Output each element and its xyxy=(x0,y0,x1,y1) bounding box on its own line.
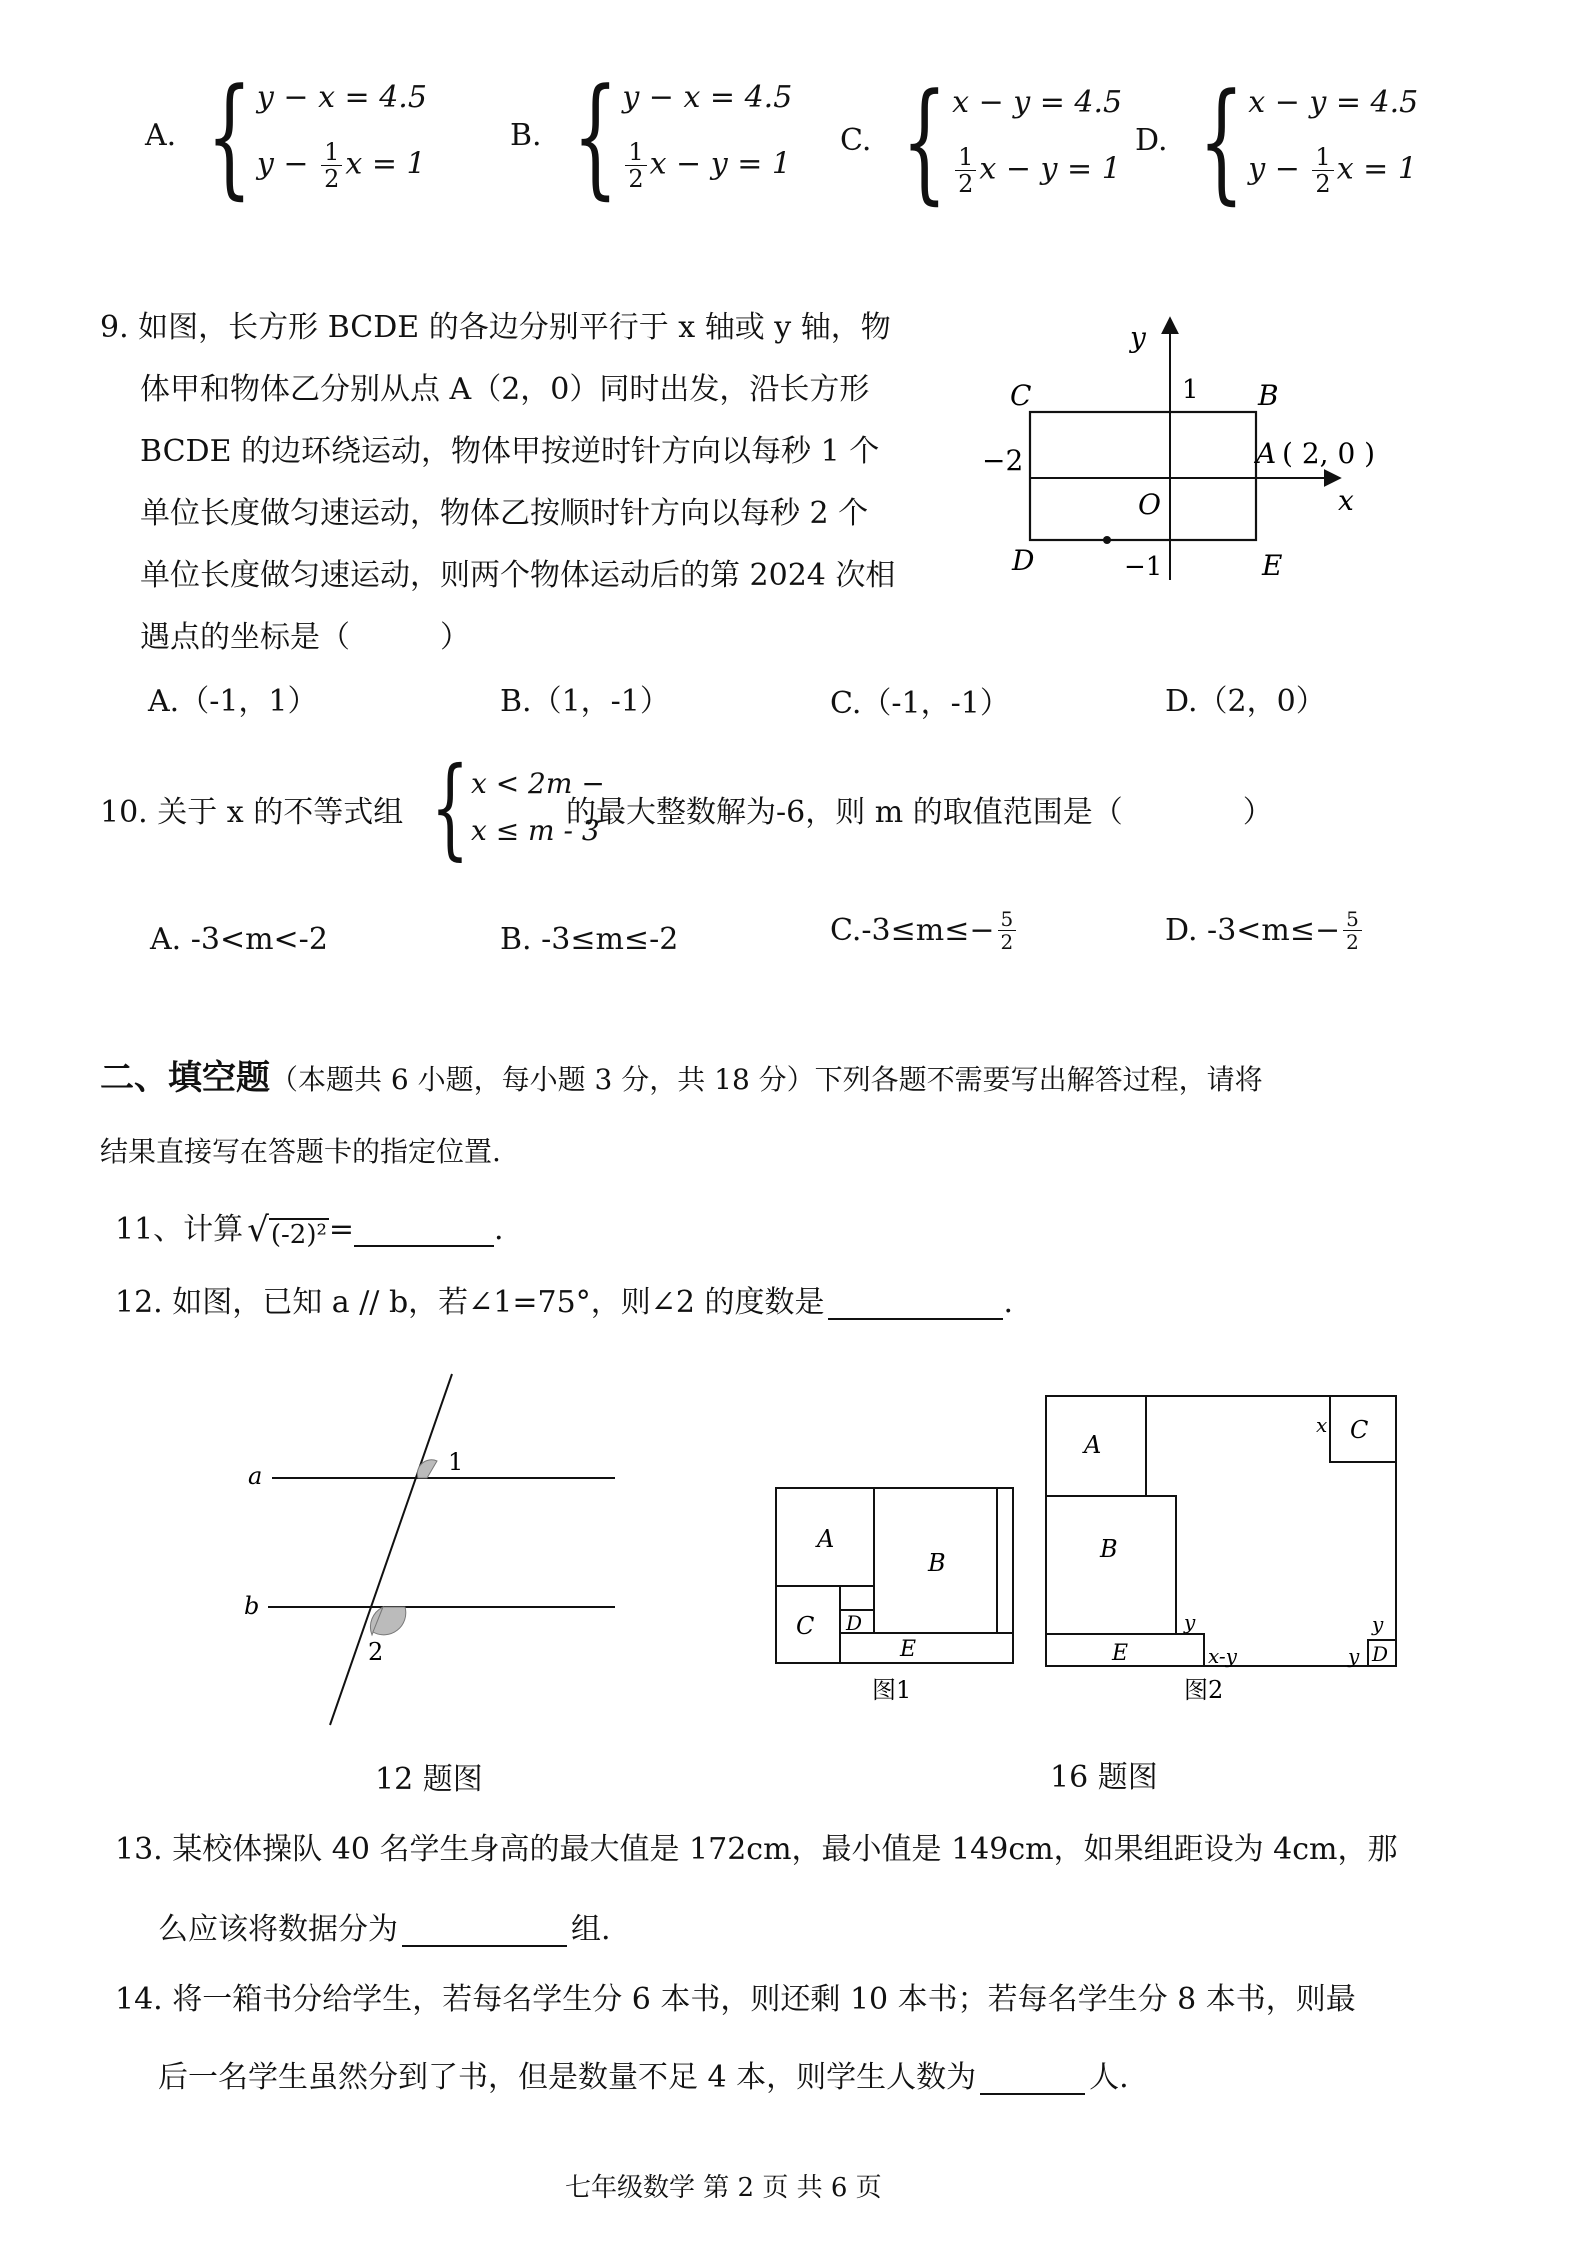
q10-suffix: 的最大整数解为-6，则 m 的取值范围是（ ） xyxy=(566,795,1273,830)
fig2-label-x: x xyxy=(1316,1413,1328,1437)
q13-answer-blank[interactable] xyxy=(402,1913,567,1947)
point-b-label: B xyxy=(1258,379,1279,412)
section-2-note: （本题共 6 小题，每小题 3 分，共 18 分）下列各题不需要写出解答过程，请将 xyxy=(270,1063,1263,1096)
point-a-coord: ( 2, 0 ) xyxy=(1282,437,1376,470)
q9-line-3: BCDE 的边环绕运动，物体甲按逆时针方向以每秒 1 个 xyxy=(140,434,880,469)
label-b: b xyxy=(244,1592,260,1620)
q10-option-d: D. -3<m≤− $\frac{5}{2}$ xyxy=(1165,908,1365,953)
q8-option-b: B. { y − x = 4.5 $\frac{1}{2}$ x − y = 1 xyxy=(510,60,793,212)
fig2-label-d: D xyxy=(1372,1642,1389,1666)
figure-12-caption: 12 题图 xyxy=(375,1762,483,1797)
fig1-label-e: E xyxy=(900,1637,917,1662)
fig1-label-d: D xyxy=(846,1611,863,1635)
question-11: 11、计算 √ (-2)² = . xyxy=(115,1210,504,1250)
q8-a-eq2: y − $\frac{1}{2}$ x = 1 xyxy=(256,138,426,193)
point-c-label: C xyxy=(1010,379,1032,412)
fig1-rect-e xyxy=(840,1633,1013,1663)
q9-option-a: A.（-1，1） xyxy=(148,684,318,719)
q10-ineq-1: x < 2m − xyxy=(471,767,605,800)
q9-line-5: 单位长度做匀速运动，则两个物体运动后的第 2024 次相 xyxy=(140,558,896,593)
sqrt-expression: √ (-2)² xyxy=(247,1210,327,1250)
tick-neg1-label: −1 xyxy=(1124,552,1163,582)
q8-option-d: D. { x − y = 4.5 y − $\frac{1}{2}$ x = 1 xyxy=(1135,65,1419,217)
fig2-label-b: B xyxy=(1100,1535,1118,1563)
point-d-label: D xyxy=(1012,544,1035,577)
fig2-label-e: E xyxy=(1112,1641,1129,1666)
point-e-label: E xyxy=(1262,549,1283,582)
q8-b-eq2: $\frac{1}{2}$ x − y = 1 xyxy=(622,139,792,192)
q10-prefix: 10. 关于 x 的不等式组 xyxy=(100,795,404,830)
fig1-label-b: B xyxy=(928,1549,946,1577)
fig2-square-b xyxy=(1046,1496,1176,1634)
q12-answer-blank[interactable] xyxy=(828,1286,1003,1320)
q14-line-1: 14. 将一箱书分给学生，若每名学生分 6 本书，则还剩 10 本书；若每名学生分 8 本书，则最 xyxy=(115,1982,1356,2017)
q8-a-eq1: y − x = 4.5 xyxy=(256,80,427,115)
q8-c-eq2: $\frac{1}{2}$ x − y = 1 xyxy=(952,144,1122,197)
origin-label: O xyxy=(1138,488,1161,521)
figure-16-caption: 16 题图 xyxy=(1050,1760,1158,1795)
q9-option-c: C.（-1，-1） xyxy=(830,686,1010,721)
q10-ineq-2: x ≤ m - 3 xyxy=(471,814,600,847)
q8-d-eq1: x − y = 4.5 xyxy=(1248,85,1419,120)
q10-option-a: A. -3<m<-2 xyxy=(150,922,328,957)
fig1-label-c: C xyxy=(796,1612,815,1640)
fig1-label-a: A xyxy=(817,1525,835,1553)
point-a-label: A xyxy=(1256,437,1277,470)
fig2-caption: 图2 xyxy=(1184,1676,1224,1704)
q9-line-2: 体甲和物体乙分别从点 A（2，0）同时出发，沿长方形 xyxy=(140,372,870,407)
q11-answer-blank[interactable] xyxy=(354,1213,494,1247)
x-label: x xyxy=(1338,484,1354,517)
fig2-label-c: C xyxy=(1350,1416,1369,1444)
q8-b-eq1: y − x = 4.5 xyxy=(622,80,793,115)
angle-1-label: 1 xyxy=(448,1448,464,1476)
fig2-label-y1: y xyxy=(1184,1610,1196,1634)
question-12: 12. 如图，已知 a // b，若∠1=75°，则∠2 的度数是 . xyxy=(115,1285,1013,1320)
q9-line-6: 遇点的坐标是（ ） xyxy=(140,620,470,655)
q14-answer-blank[interactable] xyxy=(980,2061,1085,2095)
figure-12-parallel-lines xyxy=(230,1370,650,1750)
q8-option-a: A. { y − x = 4.5 y − $\frac{1}{2}$ x = 1 xyxy=(145,60,427,212)
section-2-line-2: 结果直接写在答题卡的指定位置. xyxy=(100,1135,501,1168)
fig2-label-a: A xyxy=(1084,1431,1102,1459)
q10-option-b: B. -3≤m≤-2 xyxy=(500,922,679,957)
tick-1-label: 1 xyxy=(1182,375,1199,405)
dot-mark xyxy=(1103,536,1111,544)
y-label: y xyxy=(1130,321,1146,354)
figure-16 xyxy=(760,1380,1480,1760)
q9-line-4: 单位长度做匀速运动，物体乙按顺时针方向以每秒 2 个 xyxy=(140,496,869,531)
q14-line-2: 后一名学生虽然分到了书，但是数量不足 4 本，则学生人数为 人. xyxy=(158,2060,1129,2095)
fig1-caption: 图1 xyxy=(872,1676,912,1704)
section-2-title: 二、填空题 xyxy=(100,1058,270,1098)
transversal xyxy=(330,1374,452,1725)
page-footer: 七年级数学 第 2 页 共 6 页 xyxy=(565,2173,882,2203)
q8-c-eq1: x − y = 4.5 xyxy=(952,85,1123,120)
tick-neg2-label: −2 xyxy=(982,444,1024,477)
q9-line-1: 9. 如图，长方形 BCDE 的各边分别平行于 x 轴或 y 轴，物 xyxy=(100,310,891,345)
q10-option-c: C.-3≤m≤− $\frac{5}{2}$ xyxy=(830,908,1019,953)
angle-2-label: 2 xyxy=(368,1638,384,1666)
q9-option-d: D.（2，0） xyxy=(1165,684,1326,719)
q8-d-eq2: y − $\frac{1}{2}$ x = 1 xyxy=(1248,143,1417,198)
q10-inequality-system: { x < 2m − x ≤ m - 3 xyxy=(430,743,605,871)
label-a: a xyxy=(248,1462,263,1490)
q13-line-2: 么应该将数据分为 组. xyxy=(158,1912,611,1947)
q8-option-c: C. { x − y = 4.5 $\frac{1}{2}$ x − y = 1 xyxy=(840,65,1123,217)
q9-option-b: B.（1，-1） xyxy=(500,684,670,719)
fig2-label-x-minus-y: x-y xyxy=(1208,1644,1237,1668)
fig2-label-y2: y xyxy=(1372,1612,1384,1636)
fig2-label-y3: y xyxy=(1348,1644,1360,1668)
q9-coordinate-figure xyxy=(960,300,1460,600)
q13-line-1: 13. 某校体操队 40 名学生身高的最大值是 172cm，最小值是 149cm，如果组距设为 4cm，那 xyxy=(115,1832,1398,1867)
